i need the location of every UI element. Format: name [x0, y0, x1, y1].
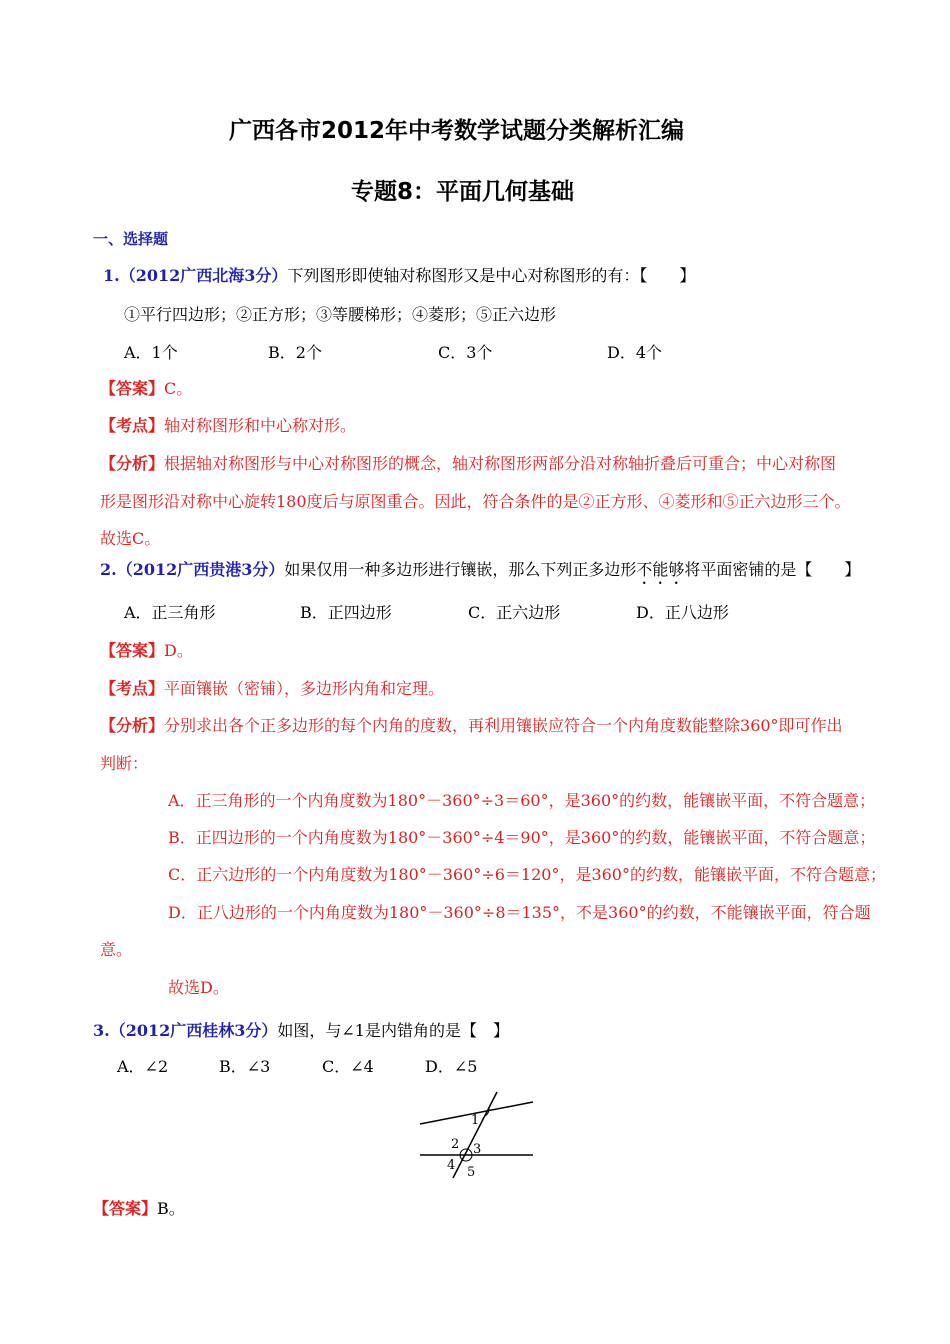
question-2-analysis-line2: 判断： — [100, 754, 149, 773]
question-1-point — [100, 413, 356, 436]
question-source: （2012广西北海3分） — [119, 266, 288, 285]
answer-value: B。 — [157, 1199, 185, 1218]
question-number: 2. — [100, 560, 117, 579]
question-text-end: 将平面密铺的是【 】 — [684, 560, 861, 579]
figure-label-4: 4 — [447, 1158, 456, 1173]
point-tag: 【考点】 — [100, 679, 165, 698]
question-text: 如果仅用一种多边形进行镶嵌，那么下列正多边形 — [284, 560, 637, 579]
analysis-tag: 【分析】 — [100, 716, 165, 735]
question-number: 3. — [93, 1021, 110, 1040]
option-d: D．∠5 — [425, 1057, 478, 1076]
point-text: 平面镶嵌（密铺），多边形内角和定理。 — [164, 679, 445, 698]
figure-label-1: 1 — [471, 1113, 480, 1128]
question-1-analysis-line2: 形是图形沿对称中心旋转180度后与原图重合。因此，符合条件的是②正方形、④菱形和⑤正六边形三个。 — [100, 492, 851, 511]
option-b: B．正四边形 — [300, 603, 392, 622]
figure-label-5: 5 — [467, 1165, 476, 1180]
question-emphasis: 不能够 — [636, 560, 685, 579]
option-c: C．∠4 — [322, 1057, 374, 1076]
page-subtitle: 专题8：平面几何基础 — [351, 179, 575, 205]
section-heading: 一、选择题 — [93, 230, 169, 248]
answer-value: D。 — [164, 641, 193, 660]
answer-tag: 【答案】 — [100, 641, 165, 660]
question-2-case-b: B．正四边形的一个内角度数为180°－360°÷4＝90°，是360°的约数，能镶嵌平面，不符合题意； — [168, 828, 876, 847]
option-a: A．正三角形 — [124, 603, 216, 622]
question-2-case-a: A．正三角形的一个内角度数为180°－360°÷3＝60°，是360°的约数，能镶嵌平面，不符合题意； — [168, 791, 876, 810]
option-d: D．正八边形 — [636, 603, 729, 622]
question-2-stem — [100, 557, 860, 588]
figure-label-2: 2 — [451, 1137, 460, 1152]
option-a: A．∠2 — [117, 1057, 169, 1076]
question-2-options — [124, 600, 744, 623]
question-1-analysis-line1 — [100, 451, 836, 474]
question-1-answer — [100, 376, 192, 399]
question-2-case-c: C．正六边形的一个内角度数为180°－360°÷6＝120°，是360°的约数，能镶嵌平面，不符合题意； — [168, 865, 886, 884]
question-1-items: ①平行四边形；②正方形；③等腰梯形；④菱形；⑤正六边形 — [124, 305, 557, 324]
page-title: 广西各市2012年中考数学试题分类解析汇编 — [229, 118, 685, 144]
question-1-stem — [103, 263, 695, 286]
point-tag: 【考点】 — [100, 416, 165, 435]
figure-label-3: 3 — [473, 1142, 482, 1157]
question-1-options — [124, 340, 684, 363]
answer-value: C。 — [164, 379, 193, 398]
option-d: D．4个 — [607, 343, 663, 362]
question-2-point — [100, 676, 444, 699]
option-b: B．∠3 — [219, 1057, 271, 1076]
answer-tag: 【答案】 — [93, 1199, 158, 1218]
question-1-analysis-line3: 故选C。 — [100, 529, 161, 548]
analysis-text: 根据轴对称图形与中心对称图形的概念，轴对称图形两部分沿对称轴折叠后可重合；中心对称图 — [164, 454, 837, 473]
question-2-case-d-cont: 意。 — [100, 940, 133, 959]
point-text: 轴对称图形和中心称对形。 — [164, 416, 357, 435]
angle-figure — [415, 1090, 540, 1185]
question-source: （2012广西桂林3分） — [109, 1021, 278, 1040]
question-3-options — [117, 1054, 537, 1077]
option-a: A．1个 — [124, 343, 178, 362]
analysis-tag: 【分析】 — [100, 454, 165, 473]
question-2-analysis-line1 — [100, 713, 843, 736]
question-2-answer — [100, 638, 193, 661]
question-3-answer — [93, 1196, 185, 1219]
analysis-text: 分别求出各个正多边形的每个内角的度数，再利用镶嵌应符合一个内角度数能整除360°即可作出 — [164, 716, 843, 735]
question-2-conclusion: 故选D。 — [168, 978, 229, 997]
answer-tag: 【答案】 — [100, 379, 165, 398]
option-b: B．2个 — [268, 343, 322, 362]
question-source: （2012广西贵港3分） — [116, 560, 285, 579]
option-c: C．3个 — [438, 343, 493, 362]
question-3-stem — [93, 1018, 509, 1041]
question-text: 如图，与∠1是内错角的是【 】 — [277, 1021, 509, 1040]
question-text: 下列图形即使轴对称图形又是中心对称图形的有：【 】 — [287, 266, 696, 285]
option-c: C．正六边形 — [468, 603, 561, 622]
question-number: 1. — [103, 266, 120, 285]
question-2-case-d: D．正八边形的一个内角度数为180°－360°÷8＝135°，不是360°的约数，不能镶嵌平面，符合题 — [168, 903, 871, 922]
